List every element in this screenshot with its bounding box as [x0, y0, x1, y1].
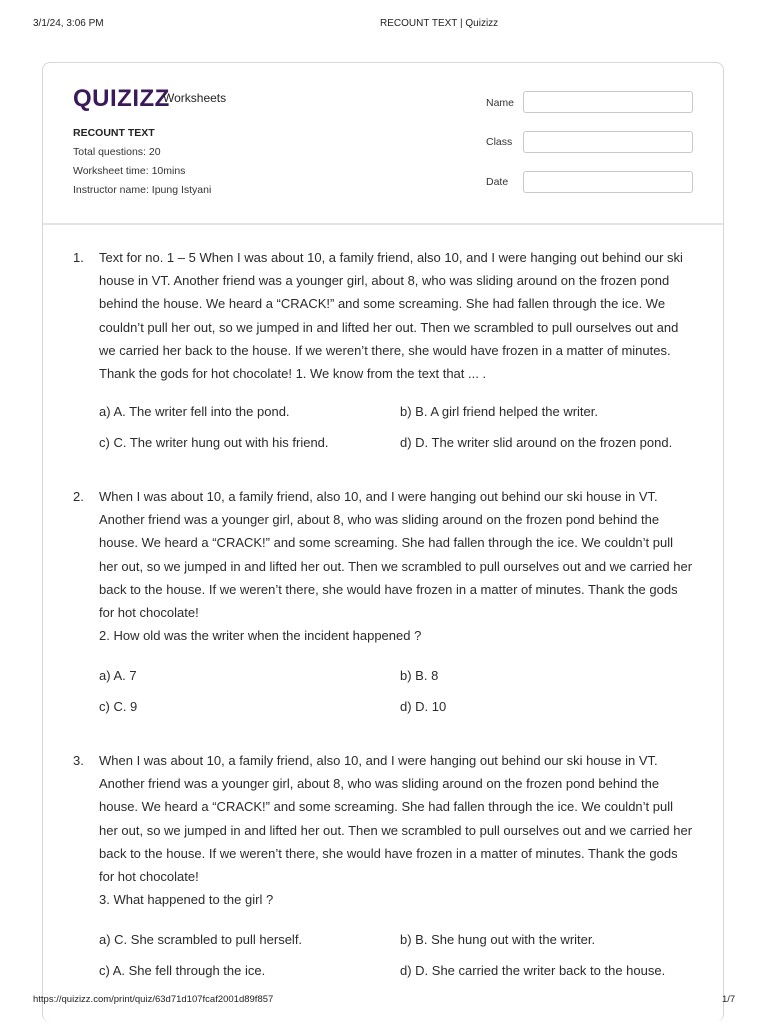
- question-3: [73, 749, 693, 911]
- print-url: https://quizizz.com/print/quiz/63d71d107fcaf2001d89f857: [33, 994, 274, 1005]
- instructor-name: Instructor name: Ipung Istyani: [73, 184, 212, 196]
- option-a: a) A. The writer fell into the pond.: [99, 404, 290, 419]
- option-d: d) D. 10: [400, 699, 447, 714]
- option-b: b) B. A girl friend helped the writer.: [400, 404, 598, 419]
- print-page-title: RECOUNT TEXT | Quizizz: [380, 18, 499, 29]
- total-questions: Total questions: 20: [73, 146, 161, 158]
- question-text: When I was about 10, a family friend, also 10, and I were hanging out behind our ski house in VT. Another friend was a younger girl, about 8, who was sliding around on the frozen pond behind the house. We heard a “CRACK!” and some screaming. She had fallen through the ice. We couldn’t pull her out, so we jumped in and lifted her out. Then we scrambled to pull ourselves out and we carried her back to the house. If we weren’t there, she would have frozen in a matter of minutes. Thank the gods for hot chocolate! 2. How old was the writer when the incident happened ?: [99, 489, 693, 644]
- class-field[interactable]: [523, 131, 693, 153]
- name-label: Name: [486, 97, 515, 109]
- quizizz-logo: QUIZIZZ: [73, 85, 170, 112]
- question-number: 2.: [73, 489, 84, 504]
- option-d: d) D. The writer slid around on the frozen pond.: [400, 435, 673, 450]
- option-c: c) C. The writer hung out with his friend.: [99, 435, 329, 450]
- question-1: [73, 246, 693, 385]
- worksheet-time: Worksheet time: 10mins: [73, 165, 186, 177]
- logo-subtitle: Worksheets: [163, 91, 227, 105]
- option-b: b) B. 8: [400, 668, 439, 683]
- class-label: Class: [486, 136, 513, 148]
- question-number: 3.: [73, 753, 84, 768]
- question-number: 1.: [73, 250, 84, 265]
- date-label: Date: [486, 176, 509, 188]
- option-a: a) C. She scrambled to pull herself.: [99, 932, 303, 947]
- option-d: d) D. She carried the writer back to the house.: [400, 963, 666, 978]
- option-c: c) A. She fell through the ice.: [99, 963, 266, 978]
- option-a: a) A. 7: [99, 668, 137, 683]
- print-datetime: 3/1/24, 3:06 PM: [33, 18, 104, 29]
- option-c: c) C. 9: [99, 699, 138, 714]
- date-field[interactable]: [523, 171, 693, 193]
- question-text: When I was about 10, a family friend, also 10, and I were hanging out behind our ski house in VT. Another friend was a younger girl, about 8, who was sliding around on the frozen pond behind the house. We heard a “CRACK!” and some screaming. She had fallen through the ice. We couldn’t pull her out, so we jumped in and lifted her out. Then we scrambled to pull ourselves out and we carried her back to the house. If we weren’t there, she would have frozen in a matter of minutes. Thank the gods for hot chocolate! 3. What happened to the girl ?: [99, 753, 693, 908]
- option-b: b) B. She hung out with the writer.: [400, 932, 596, 947]
- name-field[interactable]: [523, 91, 693, 113]
- question-2: [73, 485, 693, 647]
- question-text: Text for no. 1 – 5 When I was about 10, a family friend, also 10, and I were hanging out behind our ski house in VT. Another friend was a younger girl, about 8, who was sliding around on the frozen pond behind the house. We heard a “CRACK!” and some screaming. She had fallen through the ice. We couldn’t pull her out, so we jumped in and lifted her out. Then we scrambled to pull ourselves out and we carried her back to the house. If we weren’t there, she would have frozen in a matter of minutes. Thank the gods for hot chocolate! 1. We know from the text that ... .: [99, 250, 683, 382]
- worksheet-header: [43, 63, 723, 225]
- print-page-number: 1/7: [722, 994, 736, 1005]
- worksheet-title: RECOUNT TEXT: [73, 127, 155, 139]
